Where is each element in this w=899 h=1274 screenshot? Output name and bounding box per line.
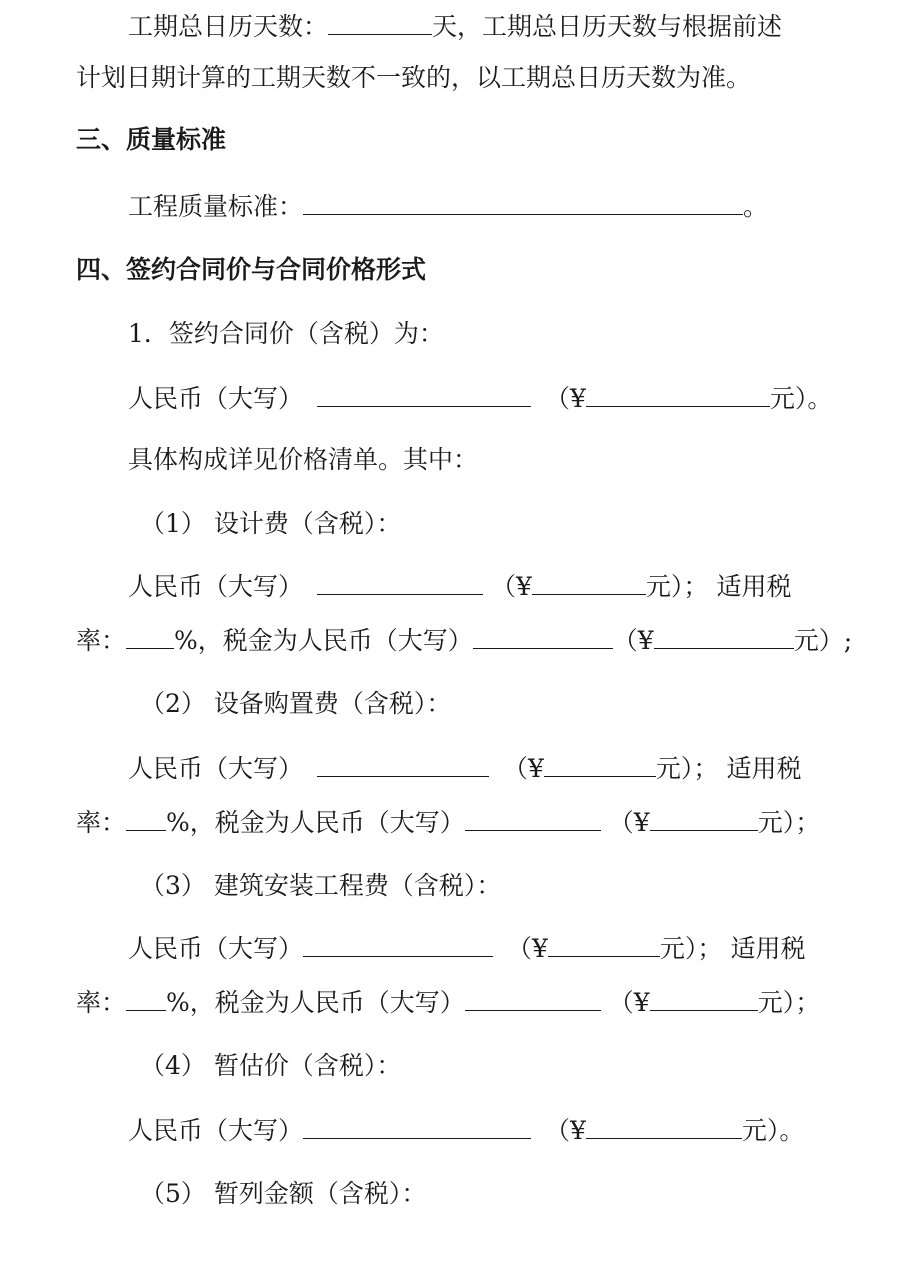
rmb-label: 人民币（大写） <box>128 754 304 783</box>
yen-open: （¥ <box>545 1116 586 1145</box>
yuan-close: 元）； <box>645 572 709 601</box>
equipment-fee-words-blank[interactable] <box>317 750 489 777</box>
provisional-price-item: （4） 暂估价（含税）： <box>140 1051 402 1080</box>
rate-prefix: 率： <box>76 808 127 837</box>
construction-fee-tax-words-blank[interactable] <box>465 984 601 1011</box>
tax-amount-label: %，税金为人民币（大写） <box>174 626 473 655</box>
yen-open: （¥ <box>545 384 586 413</box>
applicable-tax-text: 适用税 <box>730 934 806 963</box>
tax-amount-label: %，税金为人民币（大写） <box>166 988 465 1017</box>
construction-fee-tax-line <box>76 984 836 1020</box>
provisional-price-amount-blank[interactable] <box>586 1112 742 1139</box>
design-fee-item: （1） 设计费（含税）： <box>140 509 402 538</box>
section-3-heading: 三、质量标准 <box>76 125 227 154</box>
yuan-close: 元）。 <box>741 1116 805 1145</box>
design-fee-tax-words-blank[interactable] <box>473 622 613 649</box>
yen-open: （¥ <box>608 988 650 1017</box>
construction-fee-tax-amount-blank[interactable] <box>650 984 758 1011</box>
applicable-tax-text: 适用税 <box>716 572 792 601</box>
yuan-close: 元）; <box>793 626 853 655</box>
equipment-fee-tax-line <box>76 804 836 840</box>
equipment-fee-item: （2） 设备购置费（含税）： <box>140 689 452 718</box>
rmb-label: 人民币（大写） <box>128 384 304 413</box>
duration-label: 工期总日历天数： <box>128 12 329 41</box>
rmb-label: 人民币（大写） <box>128 934 304 963</box>
provisional-sum-item: （5） 暂列金额（含税）： <box>140 1179 427 1208</box>
provisional-price-words-blank[interactable] <box>303 1112 531 1139</box>
yen-open: （¥ <box>503 754 544 783</box>
quality-standard-end: 。 <box>743 192 769 221</box>
construction-fee-item: （3） 建筑安装工程费（含税）： <box>140 871 502 900</box>
design-fee-tax-line <box>76 622 853 658</box>
yuan-close: 元）； <box>655 754 719 783</box>
construction-fee-amount-blank[interactable] <box>548 930 660 957</box>
rate-prefix: 率： <box>76 988 127 1017</box>
design-fee-words-blank[interactable] <box>317 568 483 595</box>
price-detail-note: 具体构成详见价格清单。其中： <box>128 445 479 474</box>
yen-open: （¥ <box>507 934 548 963</box>
duration-line <box>128 8 888 44</box>
contract-price-item: 1．签约合同价（含税）为： <box>128 319 444 348</box>
design-fee-tax-amount-blank[interactable] <box>654 622 794 649</box>
yuan-close: 元）； <box>757 808 821 837</box>
yen-open: （¥ <box>612 626 654 655</box>
equipment-fee-rmb-line <box>128 750 888 786</box>
provisional-price-rmb-line <box>128 1112 888 1148</box>
construction-fee-rmb-line <box>128 930 888 966</box>
equipment-fee-tax-words-blank[interactable] <box>465 804 601 831</box>
rmb-label: 人民币（大写） <box>128 572 304 601</box>
yen-open: （¥ <box>491 572 532 601</box>
design-fee-rate-blank[interactable] <box>126 622 174 649</box>
equipment-fee-tax-amount-blank[interactable] <box>650 804 758 831</box>
yuan-close: 元）； <box>757 988 821 1017</box>
quality-standard-label: 工程质量标准： <box>128 192 304 221</box>
equipment-fee-amount-blank[interactable] <box>544 750 656 777</box>
rmb-label: 人民币（大写） <box>128 1116 304 1145</box>
quality-standard-blank[interactable] <box>303 188 743 215</box>
applicable-tax-text: 适用税 <box>726 754 802 783</box>
contract-price-amount-blank[interactable] <box>586 380 770 407</box>
tax-amount-label: %，税金为人民币（大写） <box>166 808 465 837</box>
construction-fee-words-blank[interactable] <box>303 930 493 957</box>
contract-price-words-blank[interactable] <box>317 380 531 407</box>
equipment-fee-rate-blank[interactable] <box>126 804 166 831</box>
yuan-close: 元）； <box>659 934 723 963</box>
yuan-close: 元）。 <box>769 384 833 413</box>
duration-days-blank[interactable] <box>328 8 432 35</box>
yen-open: （¥ <box>608 808 650 837</box>
design-fee-amount-blank[interactable] <box>532 568 646 595</box>
duration-text: 天，工期总日历天数与根据前述 <box>432 12 783 41</box>
contract-price-rmb-line <box>128 380 888 416</box>
quality-standard-line <box>128 188 888 224</box>
rate-prefix: 率： <box>76 626 127 655</box>
construction-fee-rate-blank[interactable] <box>126 984 166 1011</box>
section-4-heading: 四、签约合同价与合同价格形式 <box>76 255 427 284</box>
duration-line-continued: 计划日期计算的工期天数不一致的，以工期总日历天数为准。 <box>76 63 752 92</box>
design-fee-rmb-line <box>128 568 888 604</box>
